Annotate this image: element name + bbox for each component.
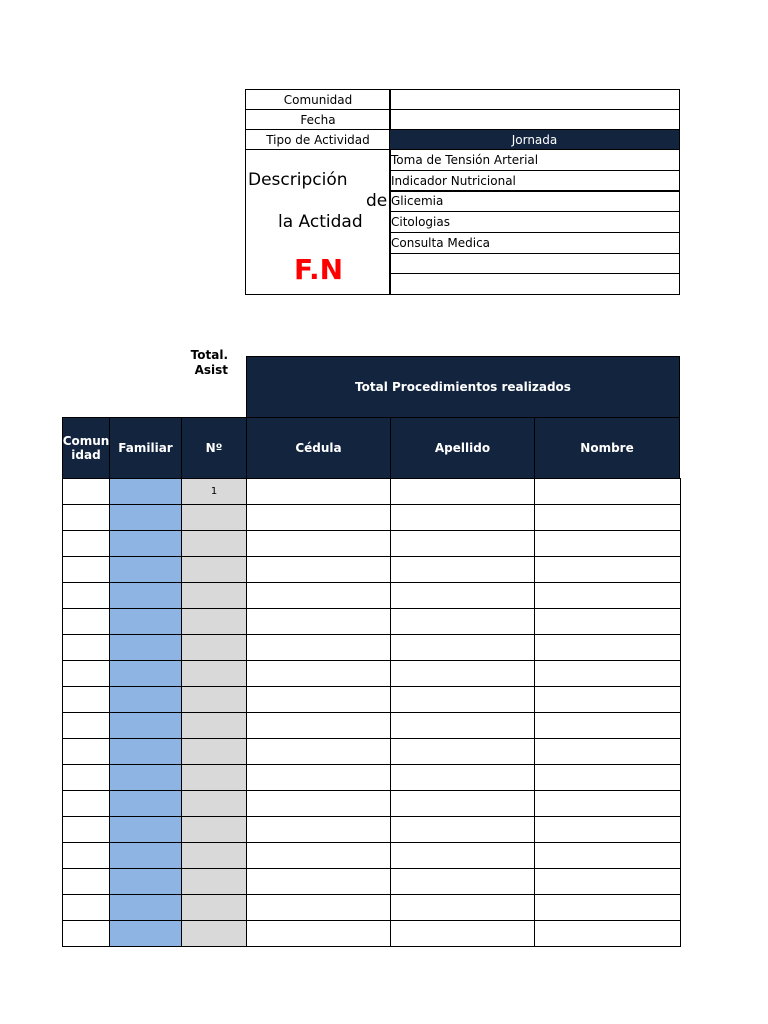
- table-row: [63, 765, 681, 791]
- total-asist-label: [170, 348, 228, 378]
- familiar-cell[interactable]: [110, 869, 182, 895]
- descripcion-item[interactable]: [389, 253, 680, 274]
- familiar-cell[interactable]: [110, 765, 182, 791]
- numero-cell: [182, 557, 247, 583]
- descripcion-item[interactable]: Toma de Tensión Arterial: [389, 149, 680, 171]
- nombre-cell[interactable]: [535, 869, 681, 895]
- nombre-cell[interactable]: [535, 739, 681, 765]
- numero-cell: [182, 531, 247, 557]
- nombre-cell[interactable]: [535, 895, 681, 921]
- cedula-cell[interactable]: [247, 531, 391, 557]
- comunidad-cell[interactable]: [63, 739, 110, 765]
- header-comunidad-line1: Comun: [62, 434, 110, 448]
- apellido-cell[interactable]: [391, 869, 535, 895]
- cedula-cell[interactable]: [247, 583, 391, 609]
- familiar-cell[interactable]: [110, 531, 182, 557]
- fn-mark: F.N: [294, 253, 344, 286]
- comunidad-cell[interactable]: [63, 843, 110, 869]
- header-familiar: Familiar: [109, 417, 182, 479]
- familiar-cell[interactable]: [110, 609, 182, 635]
- numero-cell: [182, 765, 247, 791]
- nombre-cell[interactable]: [535, 479, 681, 505]
- header-cedula: Cédula: [246, 417, 391, 479]
- apellido-cell[interactable]: [391, 739, 535, 765]
- apellido-cell[interactable]: [391, 479, 535, 505]
- tipo-actividad-label: Tipo de Actividad: [245, 129, 391, 150]
- numero-cell: [182, 921, 247, 947]
- familiar-cell[interactable]: [110, 557, 182, 583]
- familiar-cell[interactable]: [110, 583, 182, 609]
- apellido-cell[interactable]: [391, 531, 535, 557]
- familiar-cell[interactable]: [110, 661, 182, 687]
- apellido-cell[interactable]: [391, 635, 535, 661]
- cedula-cell[interactable]: [247, 557, 391, 583]
- total-procedimientos-banner: Total Procedimientos realizados: [246, 356, 680, 418]
- registro-table: [62, 478, 681, 947]
- nombre-cell[interactable]: [535, 661, 681, 687]
- fecha-label: Fecha: [245, 109, 391, 130]
- cedula-cell[interactable]: [247, 765, 391, 791]
- nombre-cell[interactable]: [535, 583, 681, 609]
- comunidad-cell[interactable]: [63, 479, 110, 505]
- numero-cell: [182, 895, 247, 921]
- familiar-cell[interactable]: [110, 739, 182, 765]
- header-apellido: Apellido: [390, 417, 535, 479]
- cedula-cell[interactable]: [247, 791, 391, 817]
- cedula-cell[interactable]: [247, 739, 391, 765]
- familiar-cell[interactable]: [110, 635, 182, 661]
- table-row: [63, 583, 681, 609]
- comunidad-label: Comunidad: [245, 89, 391, 110]
- cedula-cell[interactable]: [247, 817, 391, 843]
- numero-cell: [182, 713, 247, 739]
- table-row: [63, 791, 681, 817]
- header-numero: Nº: [181, 417, 247, 479]
- comunidad-cell[interactable]: [63, 791, 110, 817]
- cedula-cell[interactable]: [247, 505, 391, 531]
- apellido-cell[interactable]: [391, 687, 535, 713]
- numero-cell: [182, 869, 247, 895]
- table-row: [63, 817, 681, 843]
- nombre-cell[interactable]: [535, 609, 681, 635]
- apellido-cell[interactable]: [391, 765, 535, 791]
- apellido-cell[interactable]: [391, 843, 535, 869]
- comunidad-cell[interactable]: [63, 557, 110, 583]
- table-row: [63, 843, 681, 869]
- apellido-cell[interactable]: [391, 505, 535, 531]
- familiar-cell[interactable]: [110, 479, 182, 505]
- header-comunidad-line2: idad: [71, 448, 101, 462]
- numero-cell: [182, 609, 247, 635]
- familiar-cell[interactable]: [110, 921, 182, 947]
- numero-cell: [182, 583, 247, 609]
- numero-cell: [182, 661, 247, 687]
- nombre-cell[interactable]: [535, 635, 681, 661]
- nombre-cell[interactable]: [535, 505, 681, 531]
- comunidad-cell[interactable]: [63, 531, 110, 557]
- descripcion-item[interactable]: Citologias: [389, 211, 680, 233]
- comunidad-cell[interactable]: [63, 661, 110, 687]
- comunidad-cell[interactable]: [63, 765, 110, 791]
- nombre-cell[interactable]: [535, 531, 681, 557]
- cedula-cell[interactable]: [247, 687, 391, 713]
- numero-cell: [182, 505, 247, 531]
- table-row: [63, 713, 681, 739]
- table-row: [63, 609, 681, 635]
- familiar-cell[interactable]: [110, 843, 182, 869]
- table-row: [63, 505, 681, 531]
- table-row: [63, 531, 681, 557]
- registro-table-body: [63, 479, 681, 947]
- cedula-cell[interactable]: [247, 609, 391, 635]
- apellido-cell[interactable]: [391, 661, 535, 687]
- familiar-cell[interactable]: [110, 687, 182, 713]
- cedula-cell[interactable]: [247, 895, 391, 921]
- comunidad-cell[interactable]: [63, 921, 110, 947]
- apellido-cell[interactable]: [391, 791, 535, 817]
- nombre-cell[interactable]: [535, 687, 681, 713]
- comunidad-cell[interactable]: [63, 583, 110, 609]
- table-row: [63, 869, 681, 895]
- total-asist-line1: Total.: [190, 348, 228, 362]
- comunidad-cell[interactable]: [63, 895, 110, 921]
- fecha-value[interactable]: [389, 109, 680, 130]
- nombre-cell[interactable]: [535, 557, 681, 583]
- descripcion-item[interactable]: Indicador Nutricional: [389, 170, 680, 192]
- descripcion-line2: de: [366, 191, 388, 211]
- apellido-cell[interactable]: [391, 921, 535, 947]
- table-row: [63, 895, 681, 921]
- numero-cell: [182, 687, 247, 713]
- apellido-cell[interactable]: [391, 609, 535, 635]
- cedula-cell[interactable]: [247, 479, 391, 505]
- comunidad-cell[interactable]: [63, 869, 110, 895]
- cedula-cell[interactable]: [247, 661, 391, 687]
- cedula-cell[interactable]: [247, 843, 391, 869]
- descripcion-item[interactable]: Glicemia: [389, 190, 680, 212]
- numero-cell: [182, 739, 247, 765]
- comunidad-value[interactable]: [389, 89, 680, 110]
- comunidad-cell[interactable]: [63, 713, 110, 739]
- nombre-cell[interactable]: [535, 791, 681, 817]
- table-row: [63, 479, 681, 505]
- table-row: [63, 739, 681, 765]
- descripcion-line3: la Actidad: [278, 212, 363, 232]
- cedula-cell[interactable]: [247, 713, 391, 739]
- table-row: [63, 635, 681, 661]
- comunidad-cell[interactable]: [63, 635, 110, 661]
- descripcion-item[interactable]: [389, 273, 680, 295]
- familiar-cell[interactable]: [110, 895, 182, 921]
- apellido-cell[interactable]: [391, 713, 535, 739]
- table-row: [63, 687, 681, 713]
- comunidad-cell[interactable]: [63, 505, 110, 531]
- header-comunidad: [62, 417, 110, 479]
- apellido-cell[interactable]: [391, 583, 535, 609]
- familiar-cell[interactable]: [110, 505, 182, 531]
- table-row: [63, 921, 681, 947]
- familiar-cell[interactable]: [110, 817, 182, 843]
- nombre-cell[interactable]: [535, 921, 681, 947]
- apellido-cell[interactable]: [391, 557, 535, 583]
- comunidad-cell[interactable]: [63, 687, 110, 713]
- table-row: [63, 557, 681, 583]
- cedula-cell[interactable]: [247, 869, 391, 895]
- descripcion-line1: Descripción: [248, 170, 348, 190]
- numero-cell: [182, 635, 247, 661]
- comunidad-cell[interactable]: [63, 609, 110, 635]
- descripcion-box: [245, 149, 391, 295]
- numero-cell: [182, 817, 247, 843]
- nombre-cell[interactable]: [535, 817, 681, 843]
- nombre-cell[interactable]: [535, 765, 681, 791]
- comunidad-cell[interactable]: [63, 817, 110, 843]
- descripcion-item[interactable]: Consulta Medica: [389, 232, 680, 254]
- tipo-actividad-value[interactable]: Jornada: [389, 129, 680, 150]
- cedula-cell[interactable]: [247, 921, 391, 947]
- cedula-cell[interactable]: [247, 635, 391, 661]
- numero-cell: 1: [182, 479, 247, 505]
- numero-cell: [182, 843, 247, 869]
- total-asist-line2: Asist: [194, 363, 228, 377]
- familiar-cell[interactable]: [110, 713, 182, 739]
- header-nombre: Nombre: [534, 417, 680, 479]
- nombre-cell[interactable]: [535, 843, 681, 869]
- nombre-cell[interactable]: [535, 713, 681, 739]
- familiar-cell[interactable]: [110, 791, 182, 817]
- apellido-cell[interactable]: [391, 817, 535, 843]
- numero-cell: [182, 791, 247, 817]
- table-row: [63, 661, 681, 687]
- apellido-cell[interactable]: [391, 895, 535, 921]
